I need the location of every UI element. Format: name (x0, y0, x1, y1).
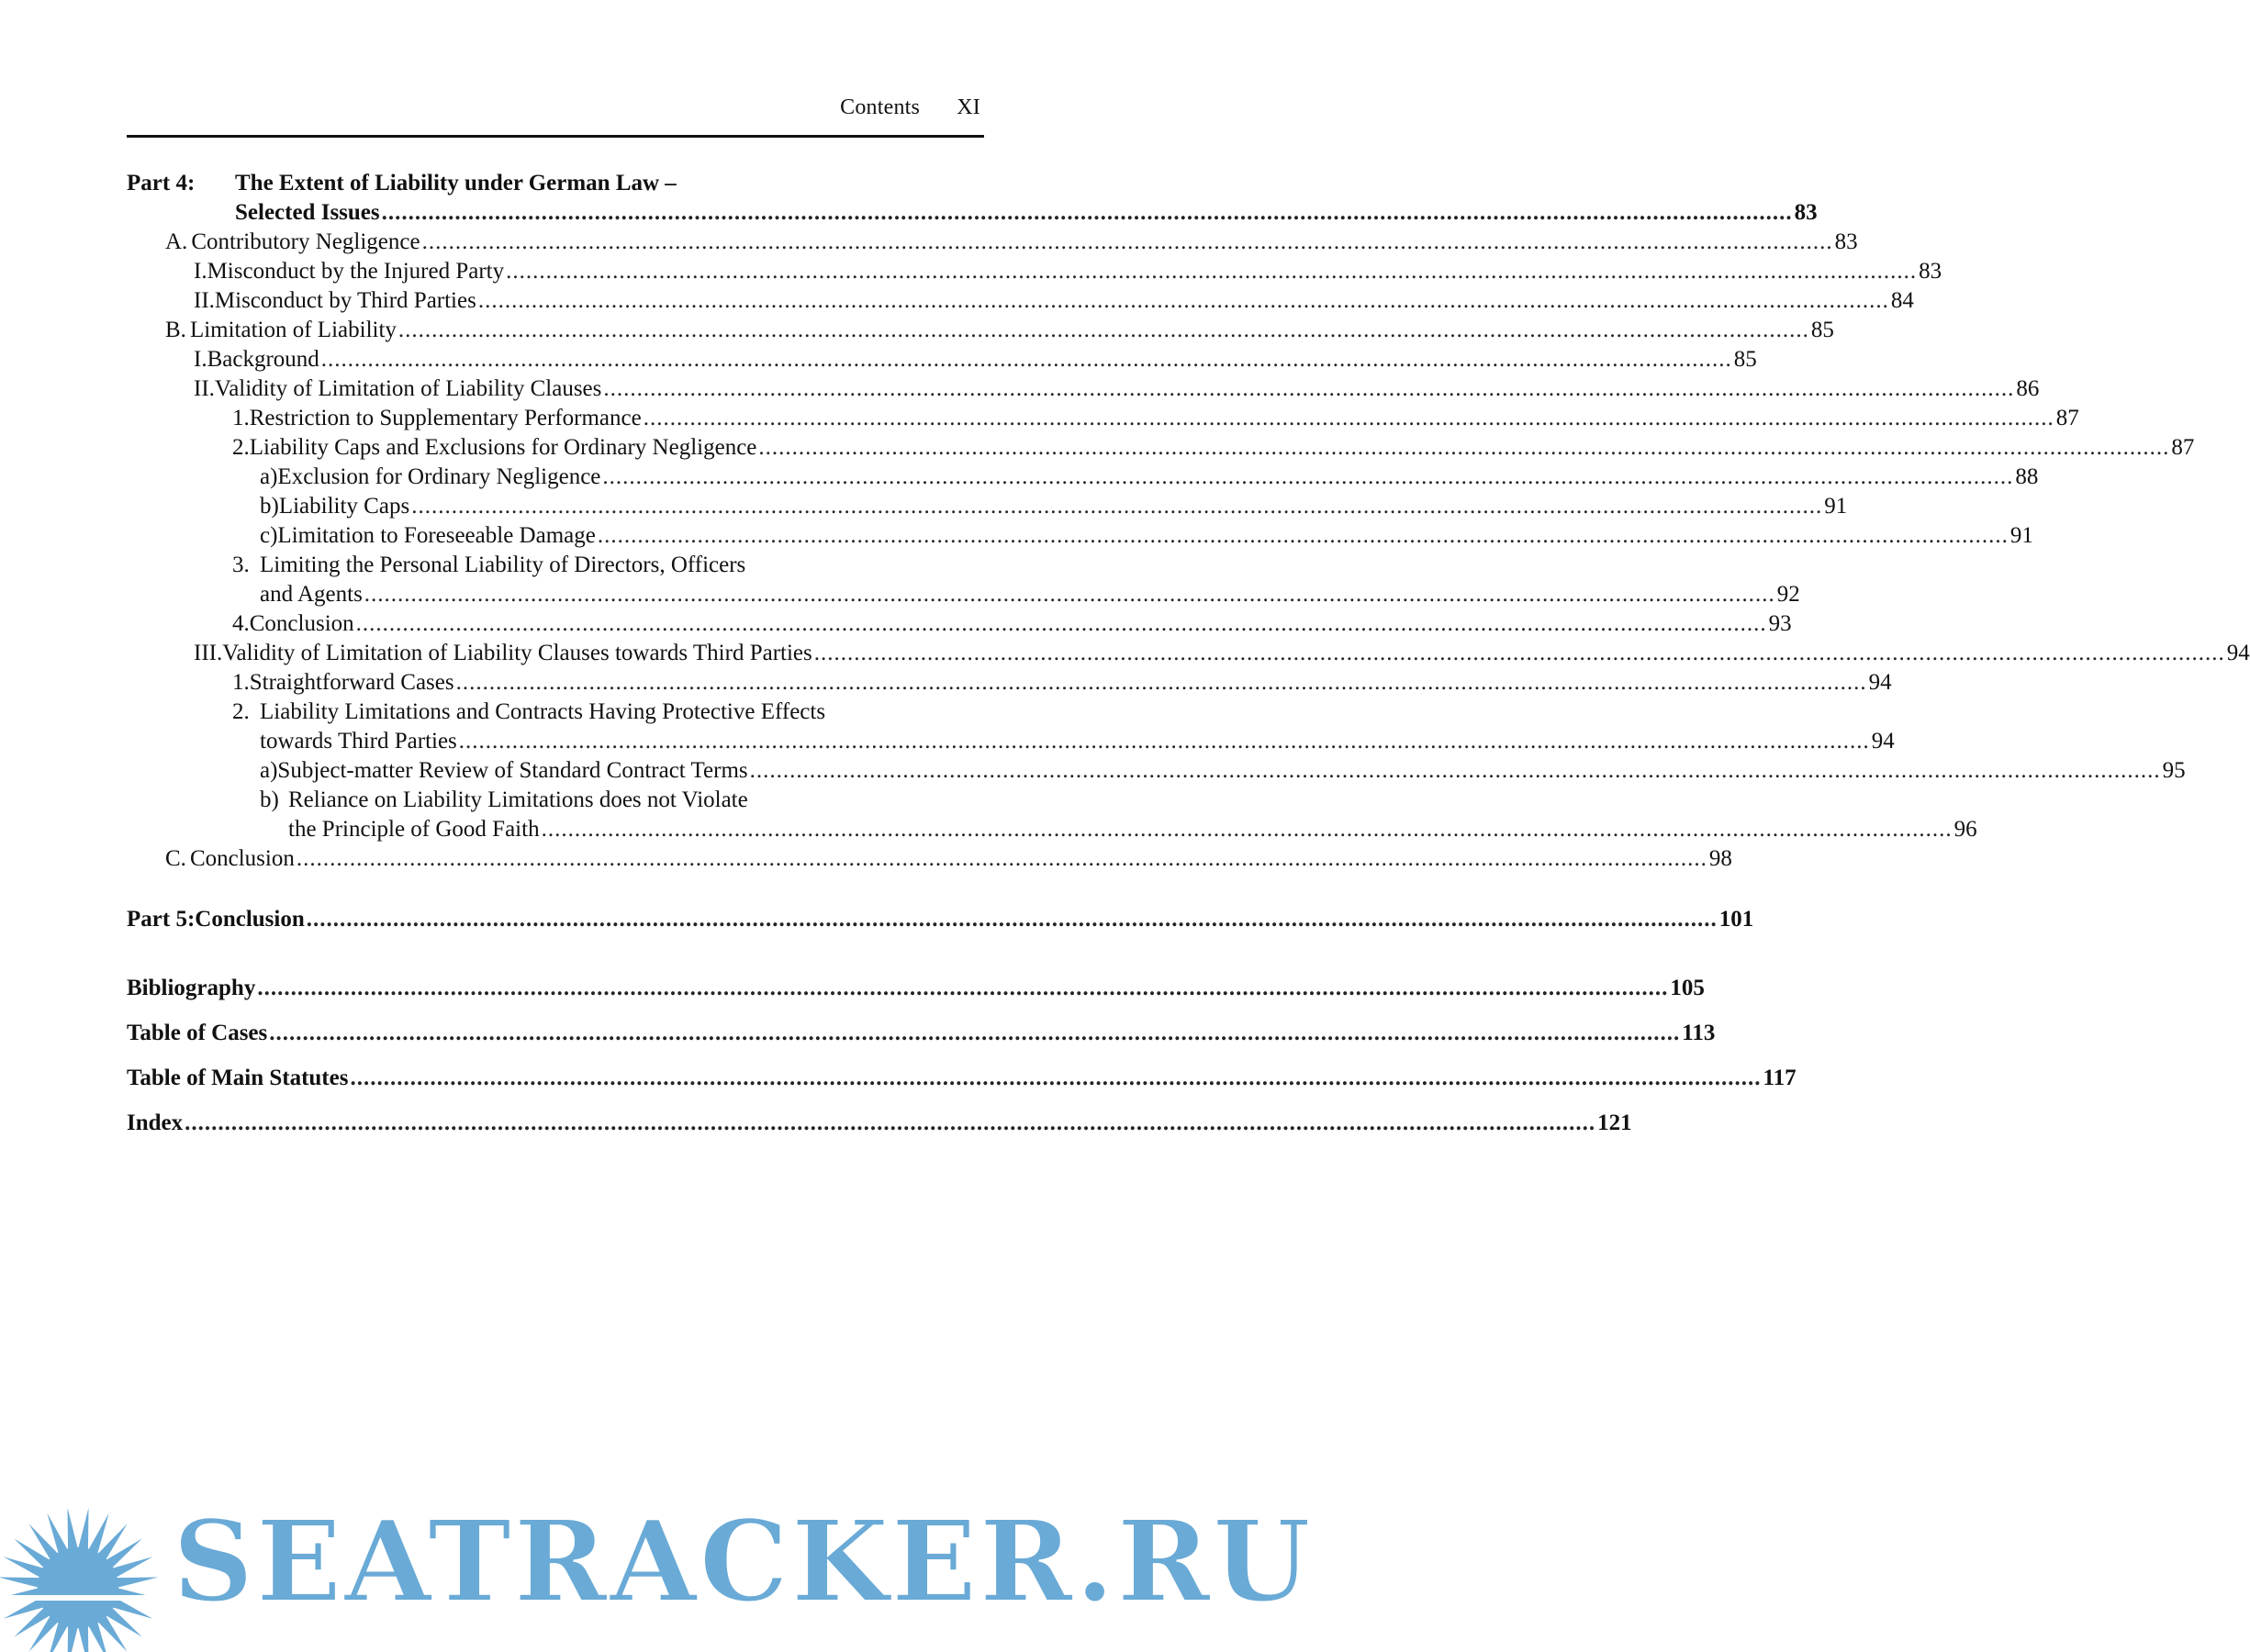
entry-label: b) (260, 787, 279, 812)
entry-title: Conclusion (249, 611, 354, 636)
toc-entry-b-iii-1[interactable] (127, 668, 1892, 698)
dot-leader (364, 580, 1775, 609)
entry-label: 1. (232, 406, 250, 430)
toc-entry-b-ii-3[interactable] (127, 551, 982, 580)
toc-entry-b-ii-4[interactable] (127, 609, 1792, 639)
toc-entry-b-i[interactable] (127, 345, 1757, 374)
dot-leader (411, 492, 1822, 521)
running-head-section: Contents (840, 95, 921, 119)
header-rule (127, 135, 984, 138)
entry-title-continuation: the Principle of Good Faith (288, 817, 540, 842)
toc-part5-page: 101 (1718, 907, 1754, 932)
toc-entry-b-iii-2-b[interactable] (127, 786, 982, 815)
dot-leader (257, 966, 1668, 1010)
entry-page: 88 (2015, 464, 2039, 489)
entry-page: 105 (1670, 976, 1705, 1000)
dot-leader (456, 668, 1867, 698)
entry-label: 2. (232, 435, 250, 460)
entry-title: Straightforward Cases (249, 670, 454, 695)
dot-leader (506, 257, 1917, 286)
entry-page: 83 (1919, 259, 1942, 284)
entry-page: 83 (1834, 229, 1858, 254)
entry-page: 98 (1708, 846, 1732, 871)
dot-leader (350, 1055, 1761, 1100)
toc-entry-b-ii-2-b[interactable] (127, 492, 1848, 521)
entry-page: 94 (1868, 670, 1892, 695)
toc-entry-a-ii[interactable] (127, 286, 1914, 316)
toc-entry-b-ii-2-a[interactable] (127, 463, 2039, 492)
entry-label: II. (194, 288, 215, 313)
entry-label: 1. (232, 670, 250, 695)
toc-part5-label: Part 5: (127, 907, 196, 932)
dot-leader (321, 345, 1732, 374)
dot-leader (814, 639, 2225, 668)
toc-part4-continuation[interactable] (127, 198, 1818, 228)
entry-title: Validity of Limitation of Liability Clauses towards Third Parties (222, 641, 812, 665)
entry-page: 117 (1763, 1066, 1797, 1090)
entry-title: Liability Caps and Exclusions for Ordinary Negligence (249, 435, 757, 460)
toc-entry-c[interactable] (127, 844, 1732, 874)
entry-title: Misconduct by the Injured Party (207, 259, 505, 284)
entry-page: 91 (2009, 523, 2033, 548)
entry-title: Misconduct by Third Parties (214, 288, 476, 313)
entry-title: Subject-matter Review of Standard Contract Terms (277, 758, 748, 783)
sun-horizon-line (0, 1595, 161, 1601)
entry-page: 92 (1776, 582, 1800, 607)
entry-title: Validity of Limitation of Liability Clauses (214, 376, 602, 401)
toc-part5-title: Conclusion (195, 907, 305, 932)
entry-title: Background (207, 347, 319, 372)
entry-label: a) (260, 758, 278, 783)
entry-title: Index (127, 1111, 184, 1135)
toc-bibliography[interactable] (127, 966, 1705, 1010)
toc-table-of-main-statutes[interactable] (127, 1055, 1797, 1100)
dot-leader (269, 1010, 1680, 1055)
dot-leader (478, 286, 1889, 316)
dot-leader (459, 727, 1870, 756)
entry-label: 3. (232, 553, 250, 577)
entry-page: 87 (2055, 406, 2079, 430)
toc-part4-label: Part 4: (127, 171, 196, 195)
watermark-text: SEATRACKER.RU (173, 1495, 1314, 1627)
entry-page: 96 (1953, 817, 1977, 842)
toc-entry-a[interactable] (127, 228, 1858, 257)
entry-title: Liability Limitations and Contracts Having Protective Effects (260, 699, 826, 724)
entry-label: I. (194, 259, 207, 284)
entry-title: Limiting the Personal Liability of Directors, Officers (260, 553, 746, 577)
dot-leader (602, 463, 2013, 492)
entry-label: b) (260, 494, 279, 519)
entry-label: C. (165, 846, 186, 871)
entry-title: Contributory Negligence (191, 229, 420, 254)
entry-title-continuation: towards Third Parties (260, 729, 457, 753)
toc-entry-b[interactable] (127, 316, 1834, 345)
toc-index[interactable] (127, 1100, 1632, 1145)
entry-label: I. (194, 347, 207, 372)
running-head-page: XI (957, 95, 980, 119)
entry-page: 121 (1597, 1111, 1632, 1135)
toc-entry-b-ii-2[interactable] (127, 433, 2195, 463)
toc-entry-a-i[interactable] (127, 257, 1942, 286)
dot-leader (356, 609, 1767, 639)
dot-leader (422, 228, 1833, 257)
entry-page: 95 (2162, 758, 2186, 783)
entry-label: a) (260, 464, 278, 489)
running-head (127, 95, 980, 120)
toc-entry-b-iii-2-a[interactable] (127, 756, 2186, 786)
entry-page: 113 (1682, 1021, 1716, 1045)
dot-leader (603, 374, 2014, 404)
entry-label: c) (260, 523, 278, 548)
dot-leader (598, 521, 2009, 551)
toc-entry-b-iii[interactable] (127, 639, 2250, 668)
toc-entry-b-ii-3-continuation[interactable] (127, 580, 1800, 609)
toc-part5[interactable] (127, 905, 1754, 934)
dot-leader (297, 844, 1707, 874)
dot-leader (644, 404, 2054, 433)
dot-leader (185, 1100, 1595, 1145)
entry-title: Reliance on Liability Limitations does not Violate (288, 787, 748, 812)
toc-entry-b-ii-1[interactable] (127, 404, 2079, 433)
toc-part4-title-line2: Selected Issues (235, 200, 380, 225)
entry-title: Limitation to Foreseeable Damage (277, 523, 596, 548)
entry-label: B. (165, 318, 186, 342)
entry-page: 94 (1871, 729, 1895, 753)
entry-title: Table of Main Statutes (127, 1066, 349, 1090)
entry-label: III. (194, 641, 223, 665)
dot-leader (542, 815, 1953, 844)
entry-label: 2. (232, 699, 250, 724)
entry-page: 86 (2016, 376, 2040, 401)
entry-title: Table of Cases (127, 1021, 268, 1045)
entry-page: 85 (1733, 347, 1757, 372)
entry-page: 94 (2226, 641, 2250, 665)
dot-leader (758, 433, 2169, 463)
entry-title: Limitation of Liability (189, 318, 397, 342)
entry-page: 84 (1890, 288, 1914, 313)
entry-label: 4. (232, 611, 250, 636)
dot-leader (398, 316, 1809, 345)
entry-title-continuation: and Agents (260, 582, 363, 607)
entry-title: Restriction to Supplementary Performance (249, 406, 642, 430)
entry-page: 91 (1824, 494, 1848, 519)
entry-title: Bibliography (127, 976, 256, 1000)
entry-label: A. (165, 229, 188, 254)
toc-entry-b-ii-2-c[interactable] (127, 521, 2033, 551)
entry-page: 85 (1810, 318, 1834, 342)
dot-leader (750, 756, 2161, 786)
toc-part4-title[interactable] (127, 169, 982, 198)
entry-title: Liability Caps (278, 494, 410, 519)
toc-entry-b-iii-2-b-continuation[interactable] (127, 815, 1977, 844)
entry-label: II. (194, 376, 215, 401)
toc-entry-b-iii-2[interactable] (127, 698, 982, 727)
entry-page: 93 (1768, 611, 1792, 636)
table-of-contents (127, 169, 2250, 1145)
toc-entry-b-ii[interactable] (127, 374, 2040, 404)
toc-entry-b-iii-2-continuation[interactable] (127, 727, 1895, 756)
toc-part4-page: 83 (1794, 200, 1818, 225)
toc-table-of-cases[interactable] (127, 1010, 1716, 1055)
entry-title: Conclusion (189, 846, 295, 871)
sun-disc (38, 1547, 118, 1628)
dot-leader (382, 198, 1793, 228)
entry-page: 87 (2171, 435, 2195, 460)
toc-part4-title-line1: The Extent of Liability under German Law – (235, 171, 677, 195)
entry-title: Exclusion for Ordinary Negligence (277, 464, 601, 489)
dot-leader (307, 905, 1718, 934)
